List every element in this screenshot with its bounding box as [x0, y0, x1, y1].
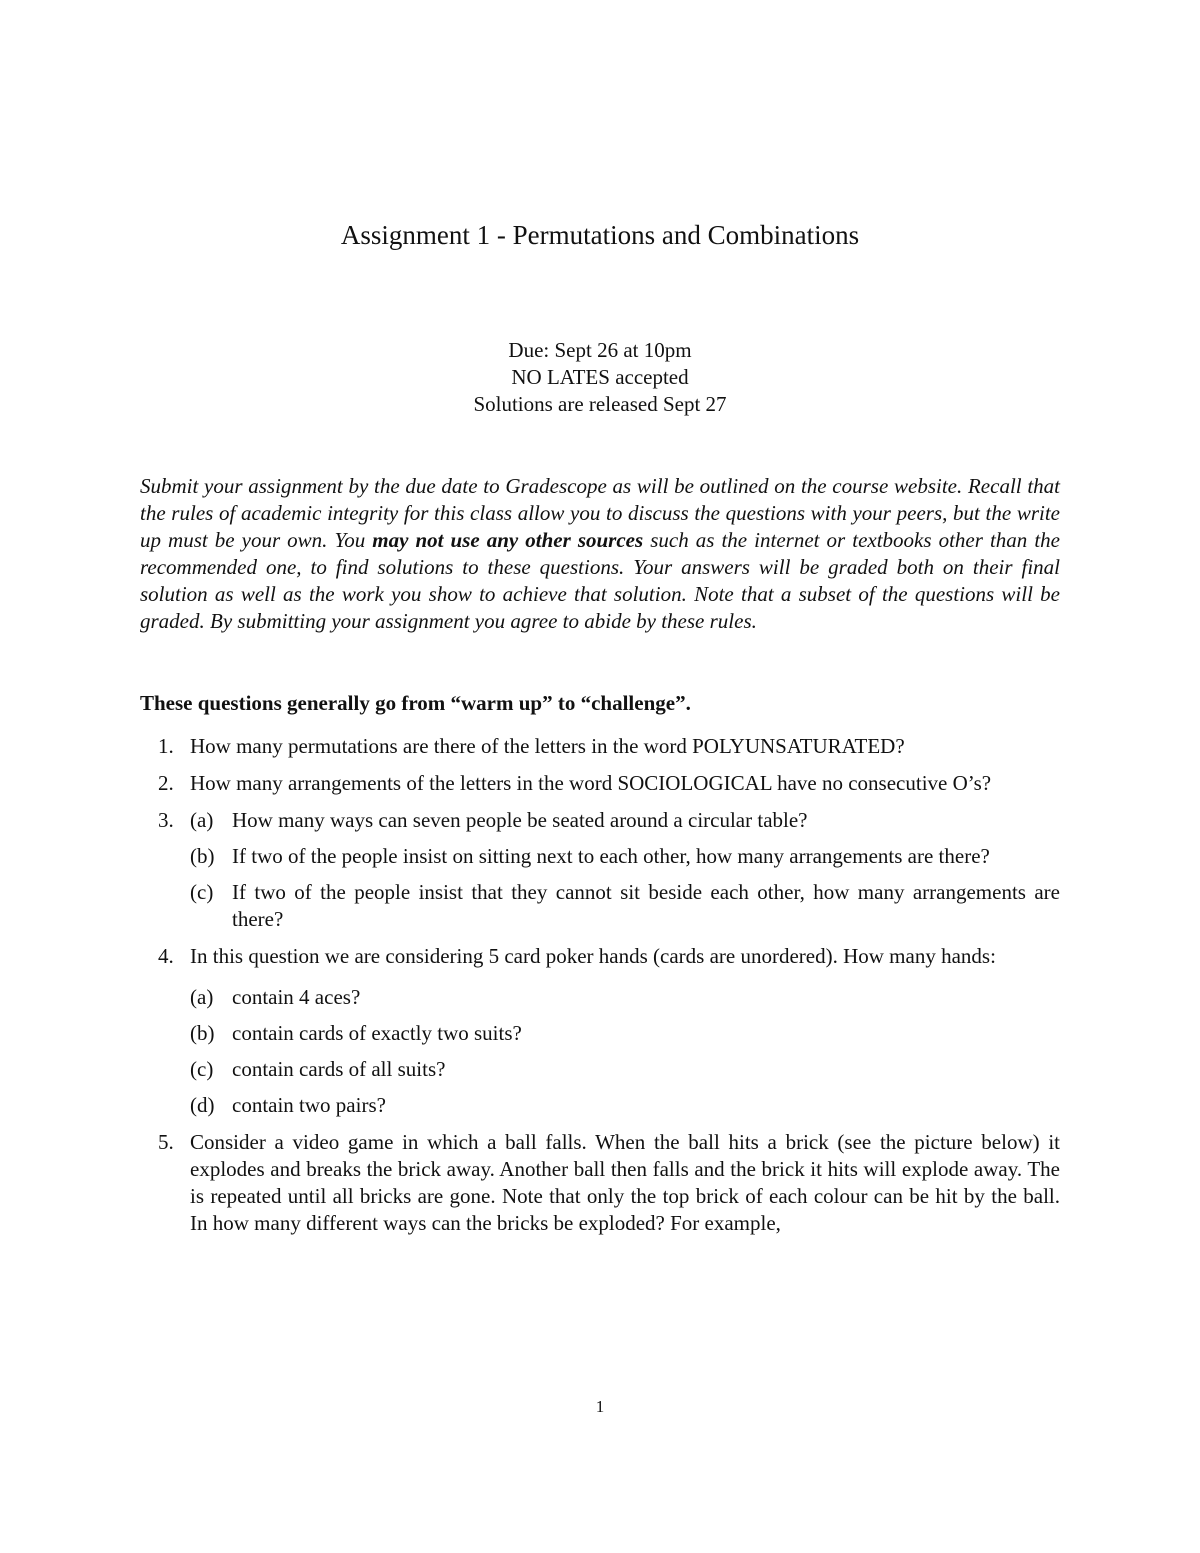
subquestion-label: (c): [190, 1057, 214, 1081]
question-number: 1.: [158, 734, 174, 758]
instructions-text-part2: such as the internet or textbooks other than the recommended one, to find solutions to these questions. Your answers will be graded both on their final solution as well as the work you show to achieve that solution. Note that a subset of the questions will be graded. By submitting your assignment you agree to abide by these rules.: [140, 528, 1060, 633]
late-policy: NO LATES accepted: [511, 365, 689, 389]
question-number: 5.: [158, 1130, 174, 1154]
instructions-text-part1: Submit your assignment by the due date to Gradescope as will be outlined on the course website. Recall that the rules of academic integrity for this class allow you to discuss the questions with your peers, but the write up must be your own. You: [140, 474, 1060, 552]
question-number: 3.: [158, 808, 174, 832]
subquestion-label: (d): [190, 1093, 215, 1117]
subquestion-label: (c): [190, 880, 214, 904]
question-5: [140, 1129, 1060, 1237]
question-list: [140, 733, 1060, 1247]
subquestion-text: contain two pairs?: [232, 1093, 386, 1117]
question-4: [140, 943, 1060, 1119]
question-number: 2.: [158, 771, 174, 795]
instructions-emphasis: may not use any other sources: [372, 528, 644, 552]
subquestion-4c: [190, 1056, 1060, 1083]
page-title: Assignment 1 - Permutations and Combinations: [340, 220, 860, 250]
question-3: [140, 807, 1060, 933]
subquestion-list: [190, 807, 1060, 933]
question-text: Consider a video game in which a ball falls. When the ball hits a brick (see the picture below) it explodes and breaks the brick away. Another ball then falls and the brick it hits will explode away. The is repeated until all bricks are gone. Note that only the top brick of each colour can be hit by the ball. In how many different ways can the bricks be exploded? For example,: [190, 1130, 1060, 1235]
subquestion-text: If two of the people insist on sitting next to each other, how many arrangements are there?: [232, 844, 990, 868]
subquestion-text: How many ways can seven people be seated around a circular table?: [232, 808, 808, 832]
subquestion-label: (a): [190, 985, 214, 1009]
question-2: [140, 770, 1060, 797]
due-info: [0, 337, 1200, 418]
subquestion-label: (b): [190, 844, 215, 868]
subquestion-text: If two of the people insist that they cannot sit beside each other, how many arrangements are there?: [232, 880, 1060, 931]
solutions-release: Solutions are released Sept 27: [473, 392, 727, 416]
subquestion-3a: [190, 807, 1060, 834]
subquestion-4d: [190, 1092, 1060, 1119]
subquestion-text: contain 4 aces?: [232, 985, 361, 1009]
page-number: 1: [595, 1397, 605, 1416]
subquestion-3b: [190, 843, 1060, 870]
subquestion-label: (a): [190, 808, 214, 832]
subquestion-text: contain cards of all suits?: [232, 1057, 446, 1081]
subquestion-3c: [190, 879, 1060, 933]
question-1: [140, 733, 1060, 760]
section-subheading: These questions generally go from “warm up” to “challenge”.: [140, 691, 691, 715]
subquestion-4a: [190, 984, 1060, 1011]
instructions-paragraph: [140, 473, 1060, 635]
question-text: How many permutations are there of the letters in the word POLYUNSATURATED?: [190, 734, 905, 758]
question-text: In this question we are considering 5 card poker hands (cards are unordered). How many hands:: [190, 944, 996, 968]
subquestion-label: (b): [190, 1021, 215, 1045]
question-text: How many arrangements of the letters in the word SOCIOLOGICAL have no consecutive O’s?: [190, 771, 992, 795]
subquestion-list: [190, 984, 1060, 1119]
subquestion-4b: [190, 1020, 1060, 1047]
due-date: Due: Sept 26 at 10pm: [508, 338, 692, 362]
subquestion-text: contain cards of exactly two suits?: [232, 1021, 522, 1045]
question-number: 4.: [158, 944, 174, 968]
